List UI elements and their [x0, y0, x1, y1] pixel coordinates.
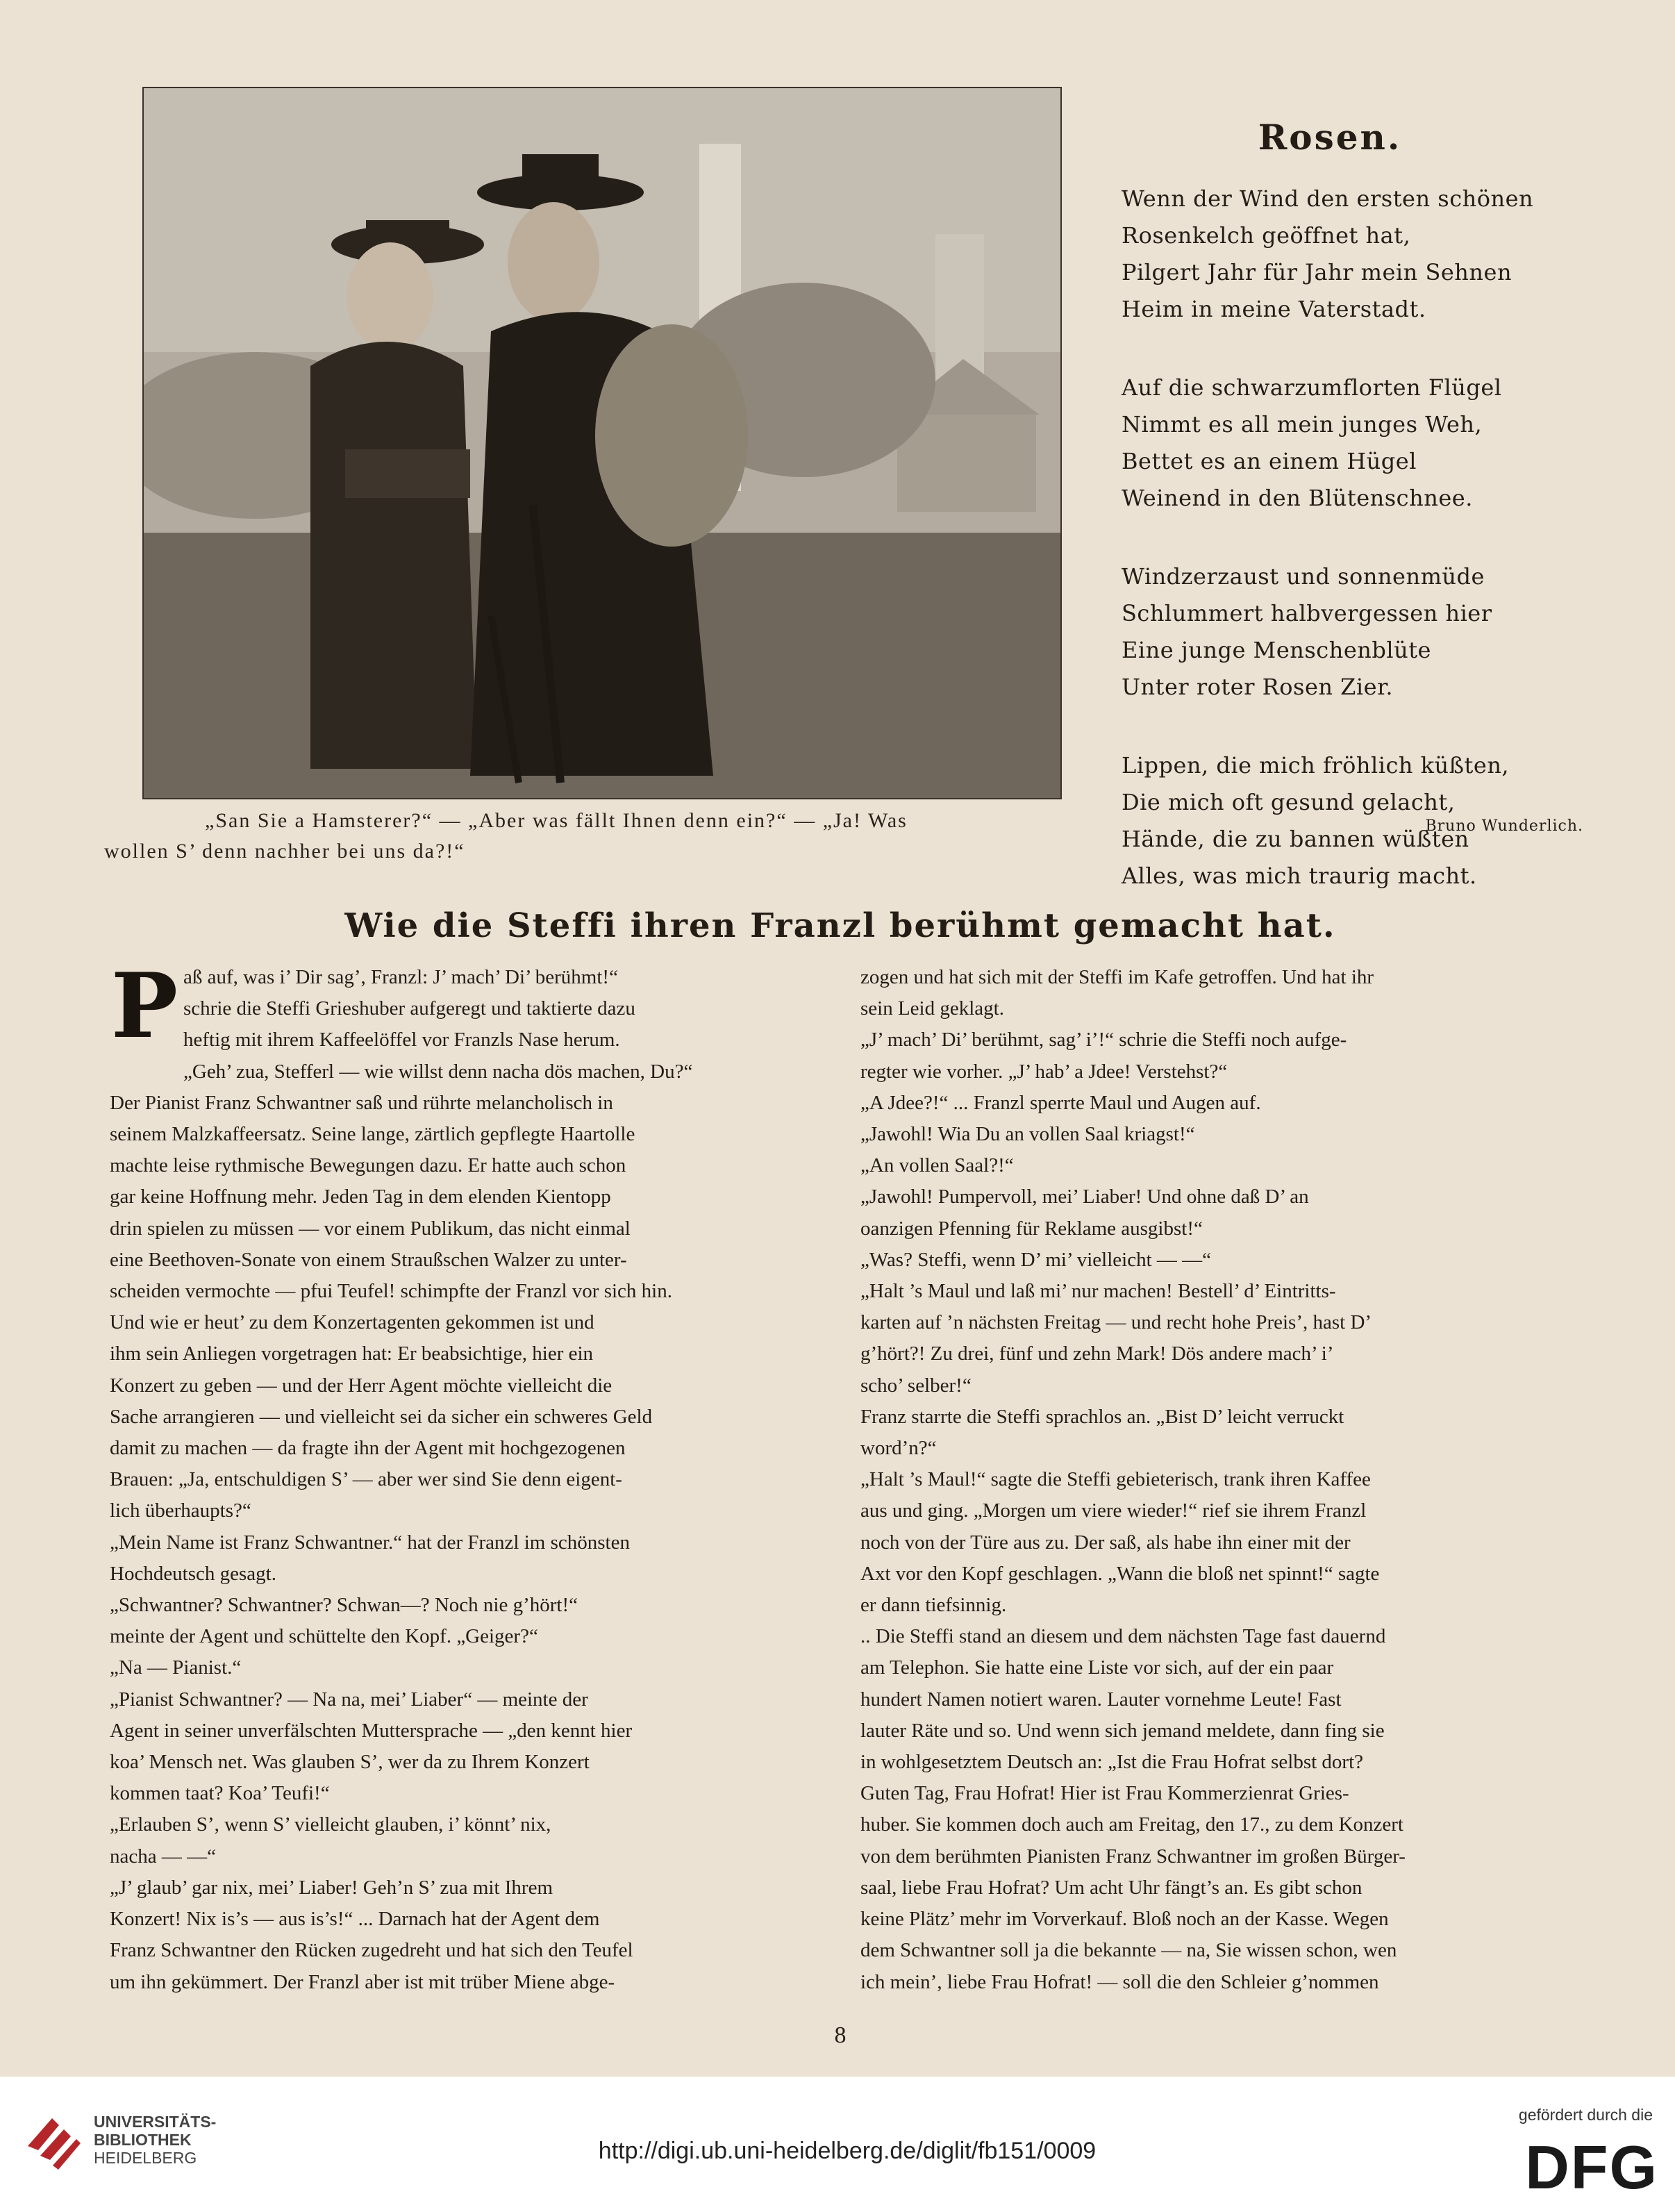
poem-line: Lippen, die mich fröhlich küßten, — [1122, 752, 1510, 779]
text-line: lich überhaupts?“ — [110, 1499, 251, 1522]
text-line: scheiden vermochte — pfui Teufel! schimpfte der Franzl vor sich hin. — [110, 1280, 672, 1303]
poem-line: Heim in meine Vaterstadt. — [1122, 296, 1426, 322]
text-line: in wohlgesetztem Deutsch an: „Ist die Frau Hofrat selbst dort? — [860, 1751, 1363, 1774]
text-line: eine Beethoven-Sonate von einem Straußschen Walzer zu unter- — [110, 1248, 627, 1271]
text-line: zogen und hat sich mit der Steffi im Kafe getroffen. Und hat ihr — [860, 966, 1374, 988]
illustration-two-old-men — [144, 88, 1060, 798]
library-name-line: UNIVERSITÄTS- — [94, 2113, 217, 2131]
text-line: am Telephon. Sie hatte eine Liste vor sich, auf der ein paar — [860, 1656, 1334, 1679]
poem-line: Unter roter Rosen Zier. — [1122, 674, 1394, 700]
poem-line: Pilgert Jahr für Jahr mein Sehnen — [1122, 259, 1512, 285]
text-line: seinem Malzkaffeersatz. Seine lange, zärtlich gepflegte Haartolle — [110, 1123, 635, 1146]
text-line: gar keine Hoffnung mehr. Jeden Tag in dem elenden Kientopp — [110, 1186, 611, 1208]
text-line: Konzert! Nix is’s — aus is’s!“ ... Darnach hat der Agent dem — [110, 1908, 600, 1931]
illustration-caption — [104, 806, 1132, 867]
poem-stanza — [1122, 558, 1594, 706]
text-line: „J’ mach’ Di’ berühmt, sag’ i’!“ schrie die Steffi noch aufge- — [860, 1029, 1347, 1051]
text-line: „Mein Name ist Franz Schwantner.“ hat der Franzl im schönsten — [110, 1531, 630, 1554]
text-line: „Pianist Schwantner? — Na na, mei’ Liaber“ — meinte der — [110, 1688, 588, 1711]
text-line: von dem berühmten Pianisten Franz Schwantner im großen Bürger- — [860, 1845, 1406, 1868]
text-line: „Jawohl! Pumpervoll, mei’ Liaber! Und ohne daß D’ an — [860, 1186, 1309, 1208]
poem-line: Bettet es an einem Hügel — [1122, 448, 1417, 474]
text-line: Brauen: „Ja, entschuldigen S’ — aber wer sind Sie denn eigent- — [110, 1468, 622, 1491]
text-line: „J’ glaub’ gar nix, mei’ Liaber! Geh’n S’ zua mit Ihrem — [110, 1876, 553, 1899]
text-line: Franz starrte die Steffi sprachlos an. „Bist D’ leicht verruckt — [860, 1405, 1344, 1428]
permalink-url[interactable]: http://digi.ub.uni-heidelberg.de/diglit/fb151/0009 — [598, 2138, 1097, 2164]
text-line: „Erlauben S’, wenn S’ vielleicht glauben, i’ könnt’ nix, — [110, 1813, 551, 1836]
text-line: drin spielen zu müssen — vor einem Publikum, das nicht einmal — [110, 1217, 631, 1240]
text-line: ich mein’, liebe Frau Hofrat! — soll die den Schleier g’nommen — [860, 1970, 1379, 1993]
poem-stanza — [1122, 181, 1594, 328]
text-line: saal, liebe Frau Hofrat? Um acht Uhr fängt’s an. Es gibt schon — [860, 1876, 1362, 1899]
poem-line: Schlummert halbvergessen hier — [1122, 600, 1492, 626]
article-title: Wie die Steffi ihren Franzl berühmt gemacht hat. — [344, 906, 1336, 945]
text-line: Sache arrangieren — und vielleicht sei da sicher ein schweres Geld — [110, 1405, 653, 1428]
text-line: „Halt ’s Maul und laß mi’ nur machen! Bestell’ d’ Eintritts- — [860, 1280, 1336, 1303]
caption-line-1: „San Sie a Hamsterer?“ — „Aber was fällt Ihnen denn ein?“ — „Ja! Was — [205, 809, 908, 832]
text-line: „Geh’ zua, Stefferl — wie willst denn nacha dös machen, Du?“ — [183, 1060, 693, 1083]
text-line: huber. Sie kommen doch auch am Freitag, den 17., zu dem Konzert — [860, 1813, 1403, 1836]
text-line: Guten Tag, Frau Hofrat! Hier ist Frau Kommerzienrat Gries- — [860, 1782, 1349, 1805]
text-line: ihm sein Anliegen vorgetragen hat: Er beabsichtige, hier ein — [110, 1342, 594, 1365]
library-name-line: HEIDELBERG — [94, 2149, 197, 2167]
page-number: 8 — [834, 2022, 847, 2048]
text-line: „Na — Pianist.“ — [110, 1656, 242, 1679]
poem-title: Rosen. — [1258, 117, 1402, 158]
text-line: noch von der Türe aus zu. Der saß, als habe ihn einer mit der — [860, 1531, 1351, 1554]
funding-note: gefördert durch die — [1518, 2106, 1653, 2124]
poem-line: Weinend in den Blütenschnee. — [1122, 485, 1473, 511]
text-line: kommen taat? Koa’ Teufi!“ — [110, 1782, 330, 1805]
text-line: lauter Räte und so. Und wenn sich jemand meldete, dann fing sie — [860, 1719, 1385, 1742]
text-line: Hochdeutsch gesagt. — [110, 1562, 276, 1585]
poem-stanza — [1122, 369, 1594, 517]
text-line: nacha — —“ — [110, 1845, 216, 1868]
text-line: g’hört?! Zu drei, fünf und zehn Mark! Dös andere mach’ i’ — [860, 1342, 1334, 1365]
text-line: keine Plätz’ mehr im Vorverkauf. Bloß noch an der Kasse. Wegen — [860, 1908, 1389, 1931]
text-line: hundert Namen notiert waren. Lauter vornehme Leute! Fast — [860, 1688, 1342, 1711]
poem-line: Nimmt es all mein junges Weh, — [1122, 411, 1483, 438]
poem-line: Hände, die zu bannen wüßten — [1122, 826, 1469, 852]
text-line: machte leise rythmische Bewegungen dazu. Er hatte auch schon — [110, 1154, 626, 1177]
text-line: „Was? Steffi, wenn D’ mi’ vielleicht — —“ — [860, 1248, 1212, 1271]
library-name[interactable] — [94, 2113, 274, 2167]
text-line: dem Schwantner soll ja die bekannte — na, Sie wissen schon, wen — [860, 1939, 1397, 1962]
text-line: karten auf ’n nächsten Freitag — und recht hohe Preis’, hast D’ — [860, 1311, 1372, 1334]
text-line: scho’ selber!“ — [860, 1374, 972, 1397]
poem-line: Auf die schwarzumflorten Flügel — [1122, 374, 1502, 401]
caption-line-2: wollen S’ denn nachher bei uns da?!“ — [104, 840, 465, 863]
text-line: er dann tiefsinnig. — [860, 1594, 1007, 1617]
viewer-footer — [0, 2077, 1675, 2212]
poem-line: Eine junge Menschenblüte — [1122, 637, 1431, 663]
library-name-line: BIBLIOTHEK — [94, 2131, 192, 2149]
drop-cap: P — [110, 954, 178, 1058]
text-line: „Halt ’s Maul!“ sagte die Steffi gebieterisch, trank ihren Kaffee — [860, 1468, 1371, 1491]
article-right-column — [860, 962, 1583, 1998]
text-line: um ihn gekümmert. Der Franzl aber ist mit trüber Miene abge- — [110, 1970, 615, 1993]
text-line: Und wie er heut’ zu dem Konzertagenten gekommen ist und — [110, 1311, 594, 1334]
text-line: sein Leid geklagt. — [860, 997, 1004, 1020]
text-line: koa’ Mensch net. Was glauben S’, wer da zu Ihrem Konzert — [110, 1751, 590, 1774]
illustration — [142, 87, 1062, 799]
text-line: „An vollen Saal?!“ — [860, 1154, 1014, 1177]
text-line: „Schwantner? Schwantner? Schwan—? Noch nie g’hört!“ — [110, 1594, 578, 1617]
library-logo-icon[interactable] — [21, 2104, 83, 2174]
text-line: oanzigen Pfenning für Reklame ausgibst!“ — [860, 1217, 1203, 1240]
text-line: Der Pianist Franz Schwantner saß und rührte melancholisch in — [110, 1091, 613, 1114]
text-line: word’n?“ — [860, 1437, 937, 1460]
poem-line: Windzerzaust und sonnenmüde — [1122, 563, 1485, 590]
text-line: .. Die Steffi stand an diesem und dem nächsten Tage fast dauernd — [860, 1625, 1386, 1648]
poem-author: Bruno Wunderlich. — [1425, 817, 1583, 835]
text-line: aß auf, was i’ Dir sag’, Franzl: J’ mach’ Di’ berühmt!“ — [183, 966, 618, 988]
poem-line: Die mich oft gesund gelacht, — [1122, 789, 1456, 815]
text-line: „A Jdee?!“ ... Franzl sperrte Maul und Augen auf. — [860, 1091, 1261, 1114]
poem-line: Rosenkelch geöffnet hat, — [1122, 222, 1411, 249]
text-line: meinte der Agent und schüttelte den Kopf. „Geiger?“ — [110, 1625, 538, 1648]
text-line: Agent in seiner unverfälschten Muttersprache — „den kennt hier — [110, 1719, 633, 1742]
text-line: regter wie vorher. „J’ hab’ a Jdee! Verstehst?“ — [860, 1060, 1228, 1083]
text-line: Konzert zu geben — und der Herr Agent möchte vielleicht die — [110, 1374, 612, 1397]
text-line: damit zu machen — da fragte ihn der Agent mit hochgezogenen — [110, 1437, 626, 1460]
text-line: Axt vor den Kopf geschlagen. „Wann die bloß net spinnt!“ sagte — [860, 1562, 1380, 1585]
text-line: „Jawohl! Wia Du an vollen Saal kriagst!“ — [860, 1123, 1195, 1146]
poem-line: Alles, was mich traurig macht. — [1122, 863, 1477, 889]
dfg-logo[interactable]: DFG — [1525, 2133, 1658, 2202]
article-left-column — [110, 954, 832, 1998]
poem-line: Wenn der Wind den ersten schönen — [1122, 185, 1534, 212]
text-line: schrie die Steffi Grieshuber aufgeregt und taktierte dazu — [183, 997, 635, 1020]
text-line: aus und ging. „Morgen um viere wieder!“ rief sie ihrem Franzl — [860, 1499, 1367, 1522]
text-line: Franz Schwantner den Rücken zugedreht und hat sich den Teufel — [110, 1939, 633, 1962]
text-line: heftig mit ihrem Kaffeelöffel vor Franzls Nase herum. — [183, 1029, 620, 1051]
